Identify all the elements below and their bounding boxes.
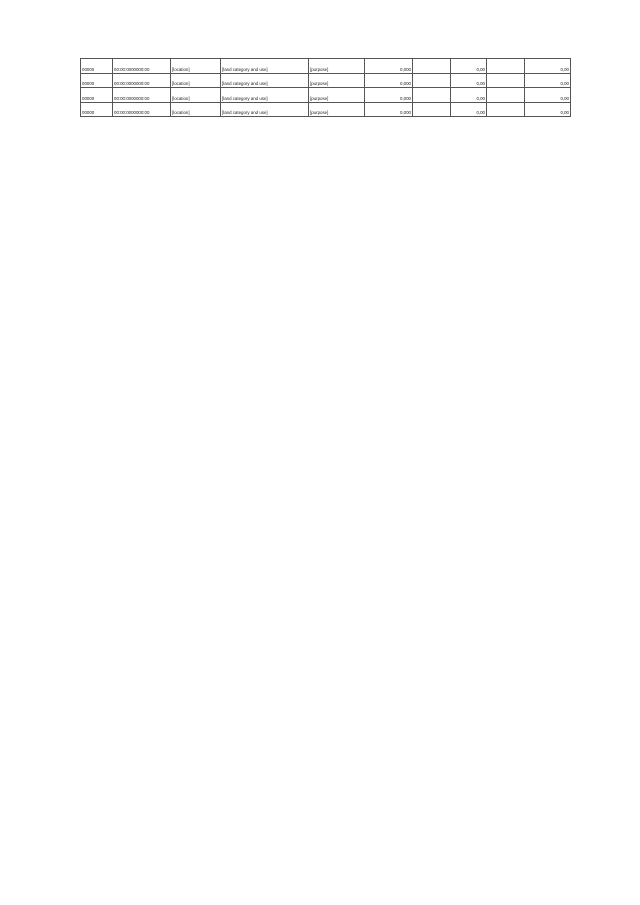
cadastral-number-cell: 00:00:0000000:00 [113,102,171,117]
land-category-cell: [land category and use] [221,73,309,88]
purpose-cell: [purpose] [309,88,365,103]
cadastral-number-cell: 00:00:0000000:00 [113,59,171,74]
location-cell: [location] [171,102,221,117]
location-cell: [location] [171,59,221,74]
purpose-cell: [purpose] [309,73,365,88]
value-column-1-cell [413,73,451,88]
table-row [81,102,571,117]
value-column-4-cell: 0,00 [525,102,571,117]
land-category-cell: [land category and use] [221,88,309,103]
purpose-cell: [purpose] [309,102,365,117]
value-column-2-cell: 0,00 [451,102,487,117]
value-column-3-cell [487,88,525,103]
land-plot-register-table [80,58,571,117]
value-column-3-cell [487,102,525,117]
row-id-cell: 00000 [81,73,113,88]
value-column-2-cell: 0,00 [451,59,487,74]
land-category-cell: [land category and use] [221,102,309,117]
value-column-3-cell [487,73,525,88]
cadastral-number-cell: 00:00:0000000:00 [113,88,171,103]
row-id-cell: 00000 [81,59,113,74]
value-column-1-cell [413,88,451,103]
area-cell: 0,000 [365,88,413,103]
table-row [81,59,571,74]
land-category-cell: [land category and use] [221,59,309,74]
purpose-cell: [purpose] [309,59,365,74]
area-cell: 0,000 [365,59,413,74]
value-column-2-cell: 0,00 [451,88,487,103]
value-column-3-cell [487,59,525,74]
register-table-body [81,59,571,117]
row-id-cell: 00000 [81,88,113,103]
value-column-1-cell [413,59,451,74]
value-column-2-cell: 0,00 [451,73,487,88]
location-cell: [location] [171,88,221,103]
value-column-4-cell: 0,00 [525,59,571,74]
value-column-4-cell: 0,00 [525,73,571,88]
area-cell: 0,000 [365,73,413,88]
value-column-1-cell [413,102,451,117]
row-id-cell: 00000 [81,102,113,117]
cadastral-number-cell: 00:00:0000000:00 [113,73,171,88]
table-row [81,73,571,88]
value-column-4-cell: 0,00 [525,88,571,103]
table-row [81,88,571,103]
document-page [80,58,570,117]
location-cell: [location] [171,73,221,88]
area-cell: 0,000 [365,102,413,117]
